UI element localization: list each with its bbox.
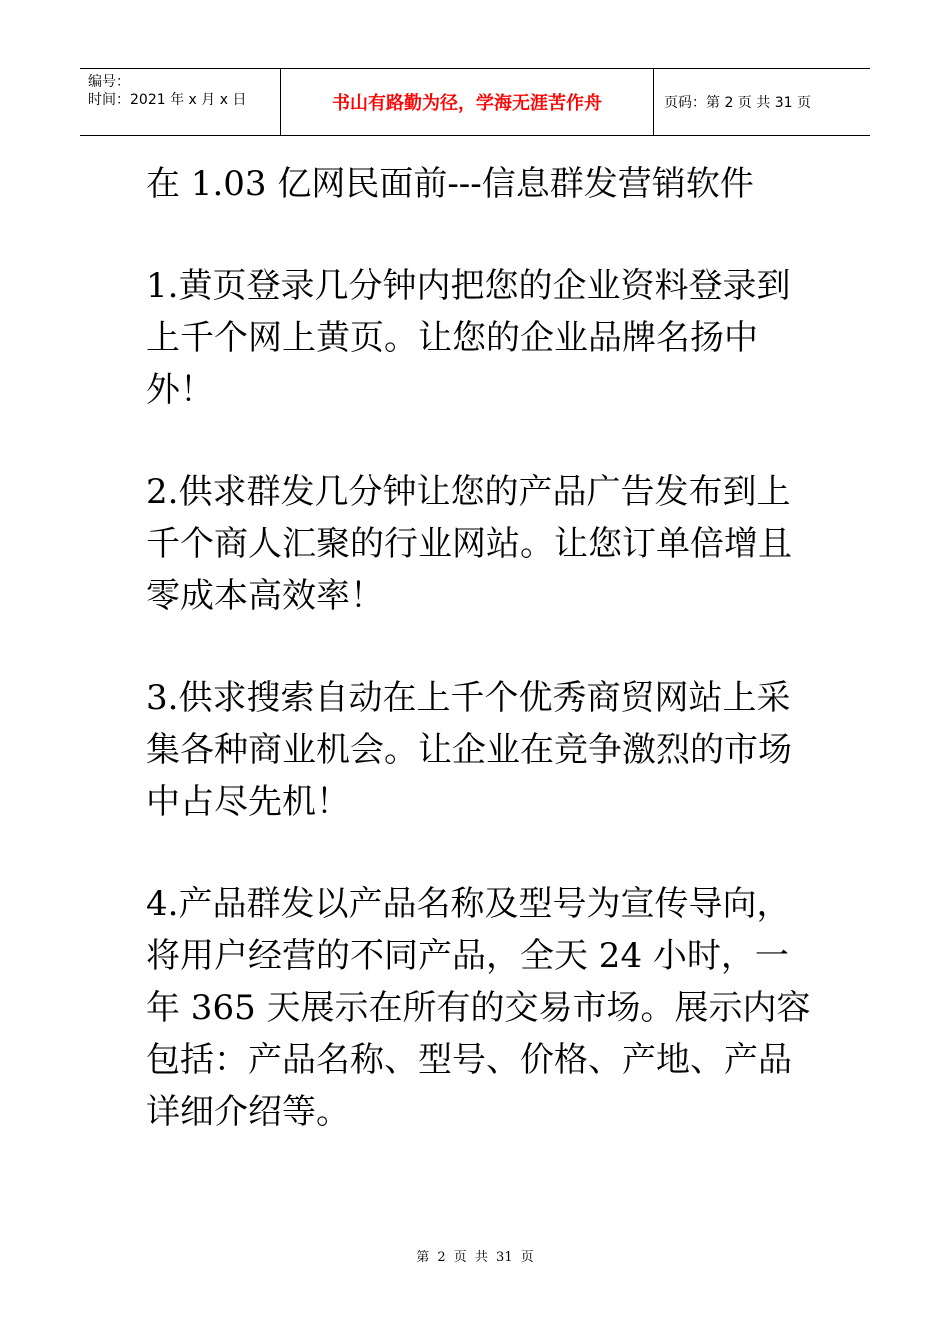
paragraph-1: 1.黄页登录几分钟内把您的企业资料登录到上千个网上黄页。让您的企业品牌名扬中外！ (146, 266, 791, 410)
header-meta (80, 69, 281, 135)
paragraph-3: 3.供求搜索自动在上千个优秀商贸网站上采集各种商业机会。让企业在竞争激烈的市场中占尽先机！ (146, 678, 792, 822)
page-header (80, 68, 870, 136)
paragraph-2: 2.供求群发几分钟让您的产品广告发布到上千个商人汇聚的行业网站。让您订单倍增且零成本高效率！ (146, 472, 792, 616)
document-title: 在 1.03 亿网民面前---信息群发营销软件 (146, 164, 754, 204)
header-page-info: 页码：第 2 页 共 31 页 (664, 95, 811, 111)
document-number-label: 编号： (88, 74, 130, 90)
document-time-label: 时间：2021 年 x 月 x 日 (88, 92, 247, 108)
paragraph-4: 4.产品群发以产品名称及型号为宣传导向，将用户经营的不同产品，全天 24 小时，一年 365 天展示在所有的交易市场。展示内容包括：产品名称、型号、价格、产地、产品详细介绍等。 (146, 884, 811, 1132)
header-motto: 书山有路勤为径，学海无涯苦作舟 (281, 69, 654, 135)
page-footer: 第 2 页 共 31 页 (416, 1250, 534, 1265)
document-body (146, 158, 811, 1188)
